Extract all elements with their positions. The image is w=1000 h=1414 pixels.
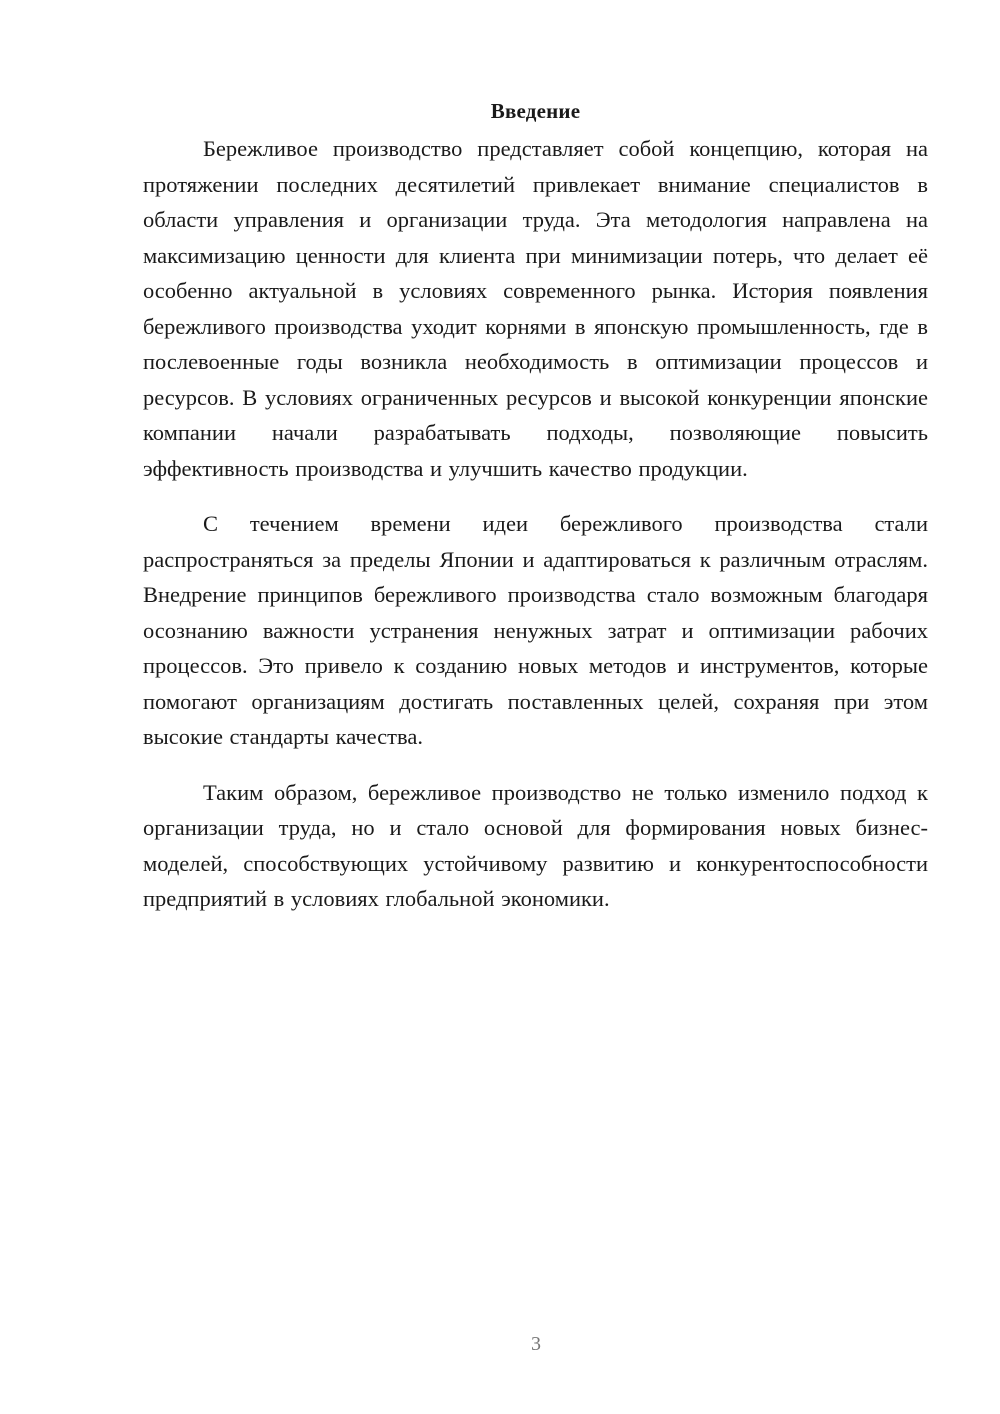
paragraph-2: С течением времени идеи бережливого производства стали распространяться за пределы Японии и адаптироваться к различным отраслям. Внедрение принципов бережливого производства стало возможным благодаря осознанию важности устранения ненужных затрат и оптимизации рабочих процессов. Это привело к созданию новых методов и инструментов, которые помогают организациям достигать поставленных целей, сохраняя при этом высокие стандарты качества. [143,511,928,749]
page-number: 3 [531,1333,541,1355]
paragraph-3: Таким образом, бережливое производство не только изменило подход к организации труда, но и стало основой для формирования новых бизнес-моделей, способствующих устойчивому развитию и конкурентоспособности предприятий в условиях глобальной экономики. [143,779,928,911]
section-heading: Введение [490,99,581,123]
page-content [143,96,928,917]
paragraph-1: Бережливое производство представляет собой концепцию, которая на протяжении последних десятилетий привлекает внимание специалистов в области управления и организации труда. Эта методология направлена на максимизацию ценности для клиента при минимизации потерь, что делает её особенно актуальной в условиях современного рынка. История появления бережливого производства уходит корнями в японскую промышленность, где в послевоенные годы возникла необходимость в оптимизации процессов и ресурсов. В условиях ограниченных ресурсов и высокой конкуренции японские компании начали разрабатывать подходы, позволяющие повысить эффективность производства и улучшить качество продукции. [143,136,928,481]
